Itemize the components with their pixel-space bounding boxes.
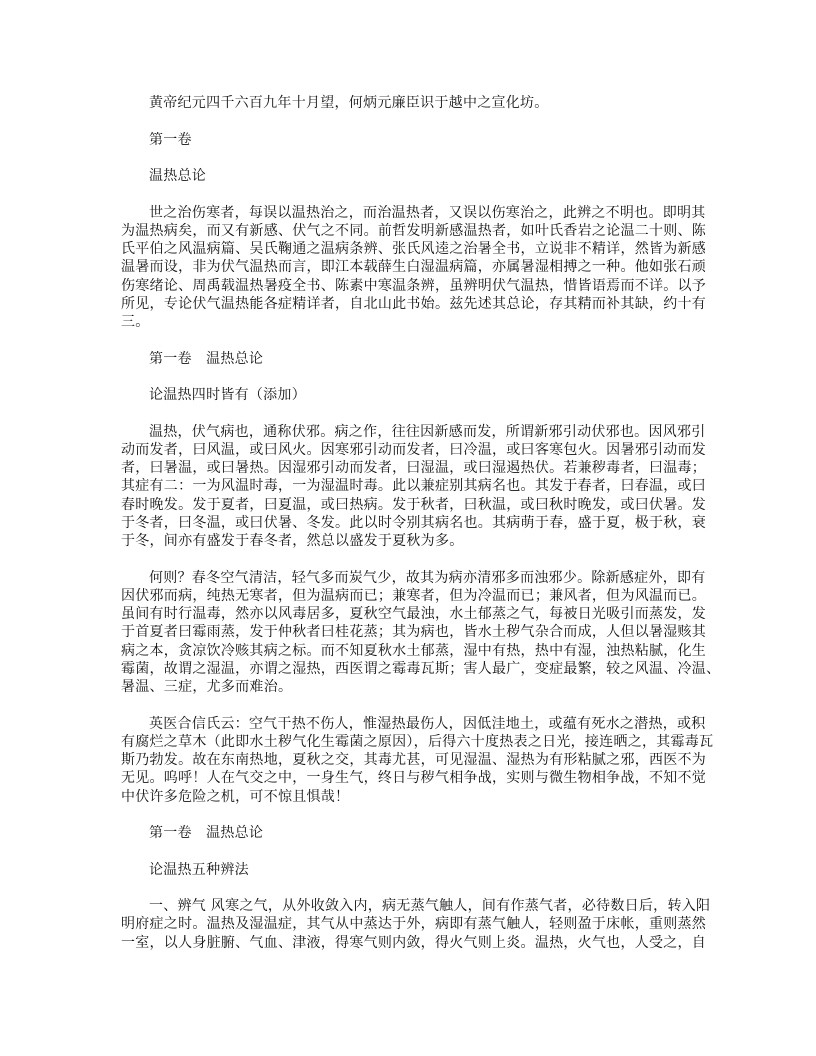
- text-line: 温热总论: [149, 168, 207, 184]
- section-heading: [121, 350, 711, 368]
- section-heading: [121, 131, 711, 149]
- text-line: 暑温、三症，尤多而难治。: [121, 679, 293, 695]
- section-heading: [121, 386, 711, 404]
- text-line: 伤寒绪论、周禹载温热暑疫全书、陈素中寒温条辨，虽辨明伏气温热，惜皆语焉而不详。以予: [121, 277, 707, 294]
- text-line: 何则？春冬空气清洁，轻气多而炭气少，故其为病亦清邪多而浊邪少。除新感症外，即有: [149, 569, 706, 586]
- text-line: 霉菌，故谓之湿温，亦谓之湿热，西医谓之霉毒瓦斯；害人最广，变症最繁，较之风温、冷温、: [121, 660, 721, 677]
- text-line: 其症有二：一为风温时毒，一为湿温时毒。此以兼症别其病名也。其发于春者，曰春温，或曰: [121, 478, 707, 495]
- body-paragraph: [121, 897, 711, 952]
- body-paragraph: [121, 423, 711, 551]
- document-page: [121, 94, 721, 970]
- text-line: 于冬者，曰冬温，或曰伏暑、冬发。此以时令别其病名也。其病萌于春，盛于夏，极于秋，衰: [121, 514, 707, 531]
- text-line: 病之本，贪凉饮冷赅其病之标。而不知夏秋水土郁蒸，湿中有热，热中有湿，浊热粘腻，化生: [121, 642, 707, 659]
- text-line: 一室，以人身脏腑、气血、津液，得寒气则内敛，得火气则上炎。温热，火气也，人受之，自: [121, 934, 707, 951]
- text-line: 一、辨气 风寒之气，从外收敛入内，病无蒸气触人，间有作蒸气者，必待数日后，转入阳: [149, 898, 711, 914]
- text-line: 春时晚发。发于夏者，曰夏温，或曰热病。发于秋者，曰秋温，或曰秋时晚发，或曰伏暑。发: [121, 496, 707, 513]
- text-line: 于首夏者曰霉雨蒸，发于仲秋者曰桂花蒸；其为病也，皆水土秽气杂合而成，人但以暑湿赅其: [121, 624, 707, 641]
- text-line: 英医合信氏云：空气干热不伤人，惟湿热最伤人，因低洼地土，或蕴有死水之潜热，或积: [149, 715, 706, 732]
- text-line: 三。: [121, 314, 150, 330]
- section-heading: [121, 861, 711, 879]
- text-line: 温热，伏气病也，通称伏邪。病之作，往往因新感而发，所谓新邪引动伏邪也。因风邪引: [149, 423, 706, 440]
- text-line: 动而发者，曰风温，或曰风火。因寒邪引动而发者，曰冷温，或曰客寒包火。因暑邪引动而发: [121, 441, 707, 458]
- text-line: 世之治伤寒者，每误以温热治之，而治温热者，又误以伤寒治之，此辨之不明也。即明其: [149, 204, 706, 221]
- body-paragraph: [121, 204, 711, 332]
- text-line: 中伏许多危险之机，可不惊且惧哉！: [121, 788, 350, 805]
- text-line: 黄帝纪元四千六百九年十月望，何炳元廉臣识于越中之宣化坊。: [149, 95, 549, 111]
- text-line: 者，曰暑温，或曰暑热。因湿邪引动而发者，曰湿温，或曰湿遏热伏。若兼秽毒者，曰温毒；: [121, 460, 707, 476]
- text-line: 因伏邪而病，纯热无寒者，但为温病而已；兼寒者，但为冷温而已；兼风者，但为风温而已。: [121, 587, 707, 604]
- body-paragraph: [121, 715, 714, 806]
- text-line: 为温热病矣，而又有新感、伏气之不同。前哲发明新感温热者，如叶氏香岩之论温二十则、陈: [121, 222, 707, 239]
- section-heading: [121, 824, 711, 842]
- text-line: 论温热四时皆有（添加）: [149, 387, 306, 403]
- text-line: 论温热五种辨法: [149, 861, 249, 878]
- text-line: 氏平伯之风温病篇、吴氏鞠通之温病条辨、张氏风逵之治暑全书，立说非不精详，然皆为新感: [121, 241, 707, 257]
- text-line: 虽间有时行温毒，然亦以风毒居多，夏秋空气最浊，水土郁蒸之气，每被日光吸引而蒸发，发: [121, 606, 707, 622]
- text-line: 温暑而设，非为伏气温热而言，即江本载薛生白湿温病篇，亦属暑湿相搏之一种。他如张石顽: [121, 259, 707, 276]
- preface-line: [121, 94, 711, 112]
- text-line: 有腐烂之草木（此即水土秽气化生霉菌之原因），后得六十度热表之日光，接连晒之，其霉毒瓦: [121, 733, 714, 750]
- text-line: 所见，专论伏气温热能各症精详者，自北山此书始。兹先述其总论，存其精而补其缺，约十有: [121, 295, 707, 312]
- text-line: 无见。呜呼！人在气交之中，一身生气，终日与秽气相争战，实则与微生物相争战，不知不觉: [121, 770, 707, 787]
- text-line: 第一卷 温热总论: [149, 350, 264, 367]
- section-heading: [121, 167, 711, 185]
- text-line: 斯乃勃发。故在东南热地，夏秋之交，其毒尤甚，可见湿温、湿热为有形粘腻之邪，西医不为: [121, 752, 707, 768]
- text-line: 明府症之时。温热及湿温症，其气从中蒸达于外，病即有蒸气触人，轻则盈于床帐，重则蒸然: [121, 916, 707, 933]
- text-line: 第一卷 温热总论: [149, 825, 264, 841]
- text-line: 于冬，间亦有盛发于春冬者，然总以盛发于夏秋为多。: [121, 533, 464, 549]
- body-paragraph: [121, 569, 721, 697]
- text-line: 第一卷: [149, 131, 192, 148]
